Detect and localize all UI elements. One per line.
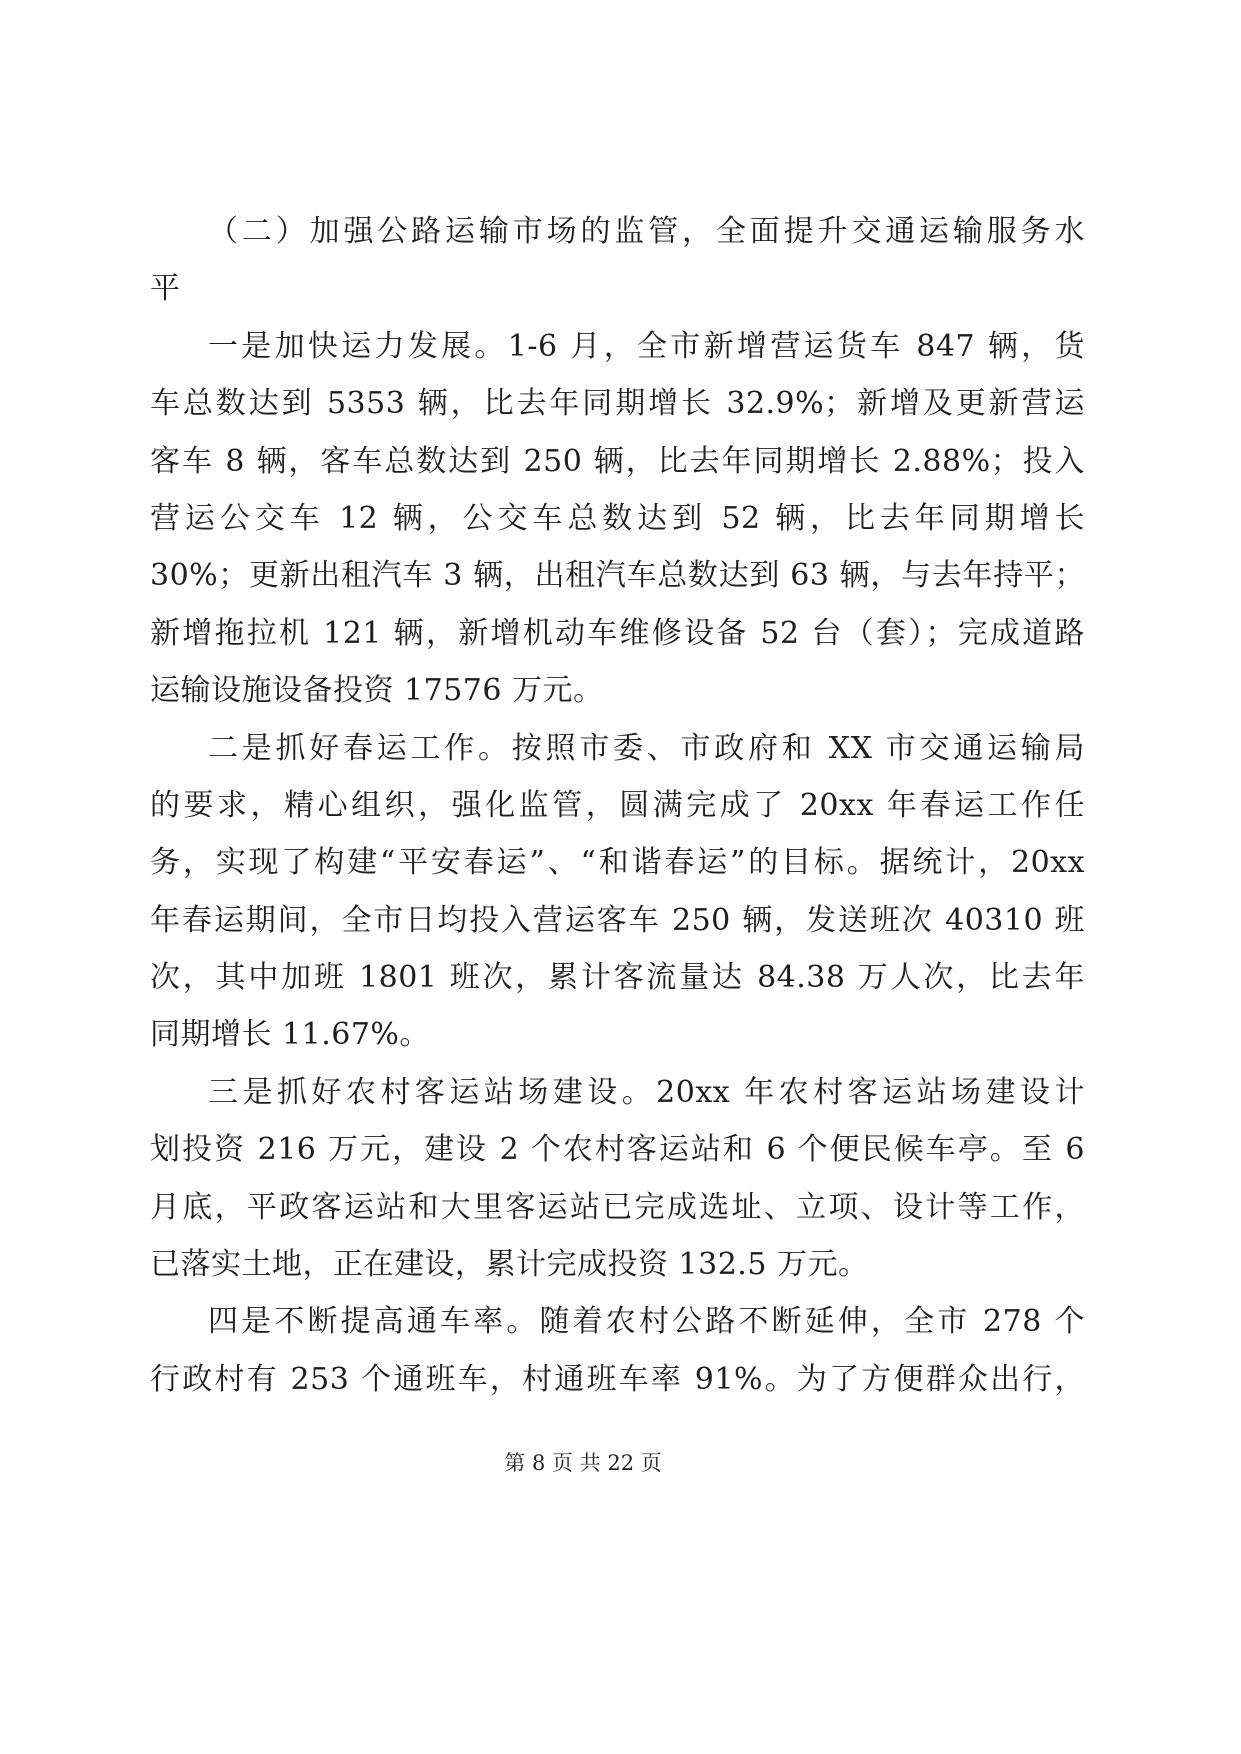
text-line: 平 bbox=[150, 271, 181, 307]
text-line: 年春运期间，全市日均投入营运客车 250 辆，发送班次 40310 班 bbox=[150, 902, 1085, 938]
text-line: 运输设施设备投资 17576 万元。 bbox=[150, 673, 604, 709]
text-line: 行政村有 253 个通班车，村通班车率 91%。为了方便群众出行， bbox=[150, 1361, 1085, 1397]
text-line: 三是抓好农村客运站场建设。20xx 年农村客运站场建设计 bbox=[208, 1074, 1085, 1110]
paragraph-capacity-development bbox=[150, 318, 1085, 720]
text-line: 同期增长 11.67%。 bbox=[150, 1017, 430, 1053]
text-line: 营运公交车 12 辆，公交车总数达到 52 辆，比去年同期增长 bbox=[150, 500, 1085, 536]
document-body bbox=[150, 203, 1085, 1408]
text-line: 务，实现了构建“平安春运”、“和谐春运”的目标。据统计，20xx bbox=[150, 845, 1085, 881]
text-line: 已落实土地，正在建设，累计完成投资 132.5 万元。 bbox=[150, 1247, 869, 1283]
text-line: 四是不断提高通车率。随着农村公路不断延伸，全市 278 个 bbox=[208, 1304, 1085, 1340]
text-line: 次，其中加班 1801 班次，累计客流量达 84.38 万人次，比去年 bbox=[150, 960, 1085, 996]
text-line: 的要求，精心组织，强化监管，圆满完成了 20xx 年春运工作任 bbox=[150, 787, 1085, 823]
text-line: （二）加强公路运输市场的监管，全面提升交通运输服务水 bbox=[208, 214, 1085, 249]
section-heading bbox=[150, 203, 1085, 318]
text-line: 新增拖拉机 121 辆，新增机动车维修设备 52 台（套）；完成道路 bbox=[150, 615, 1085, 651]
paragraph-rural-stations bbox=[150, 1064, 1085, 1294]
text-line: 30%；更新出租汽车 3 辆，出租汽车总数达到 63 辆，与去年持平； bbox=[150, 558, 1085, 594]
paragraph-spring-transport bbox=[150, 720, 1085, 1064]
page-footer: 第 8 页 共 22 页 bbox=[504, 1451, 662, 1475]
text-line: 客车 8 辆，客车总数达到 250 辆，比去年同期增长 2.88%；投入 bbox=[150, 443, 1085, 479]
text-line: 划投资 216 万元，建设 2 个农村客运站和 6 个便民候车亭。至 6 bbox=[150, 1132, 1085, 1168]
text-line: 二是抓好春运工作。按照市委、市政府和 XX 市交通运输局 bbox=[208, 730, 1085, 766]
text-line: 车总数达到 5353 辆，比去年同期增长 32.9%；新增及更新营运 bbox=[150, 386, 1085, 422]
paragraph-bus-access-rate bbox=[150, 1293, 1085, 1408]
text-line: 月底，平政客运站和大里客运站已完成选址、立项、设计等工作， bbox=[150, 1189, 1085, 1225]
text-line: 一是加快运力发展。1-6 月，全市新增营运货车 847 辆，货 bbox=[208, 328, 1085, 364]
